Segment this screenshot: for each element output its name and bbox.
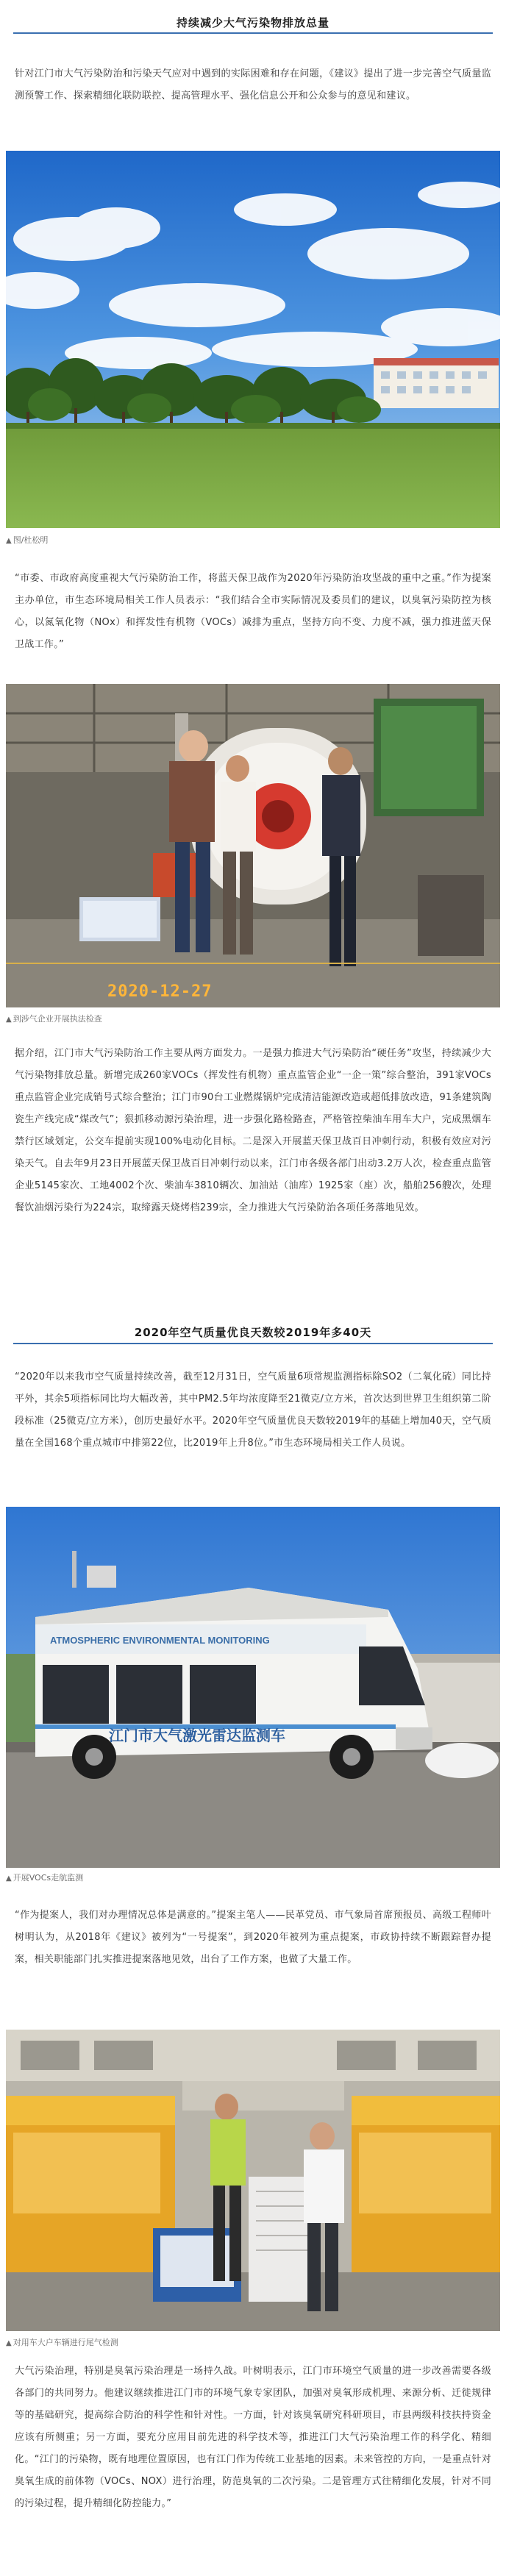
monitoring-van-photo [6,1507,500,1868]
paragraph-recommendation: 大气污染治理，特别是臭氧污染治理是一场持久战。叶树明表示，江门市环境空气质量的进一步改善需要各级各部门的共同努力。他建议继续推进江门市的环境气象专家团队，加强对臭氧形成机理、来源分析、迁徙规律等的基础研究，提高综合防治的科学性和针对性。一方面，针对该臭氧研究科研项目，市县两级科技扶持资金应该有所侧重；另一方面，要充分应用目前先进的科学技术等，推进江门大气污染治理工作的科学化、精细化。“江门的污染物，既有地理位置原因，也有江门作为传统工业基地的因素。未来管控的方向，一是重点针对臭氧生成的前体物（VOCs、NOX）进行治理，防范臭氧的二次污染。二是管理方式往精细化发展，针对不同的污染过程，提升精细化防控能力。” [15,2366,491,2509]
caption-marker-icon: ▲ [6,537,12,545]
caption-marker-icon: ▲ [6,1874,12,1883]
paragraph-intro: 针对江门市大气污染防治和污染天气应对中遇到的实际困难和存在问题，《建议》提出了进一步完善空气质量监测预警工作、探索精细化联防联控、提高管理水平、强化信息公开和公众参与的意见和建议。 [15,68,491,101]
section-divider [13,32,493,34]
photo-caption: ▲ 对用车大户车辆进行尾气检测 [6,2338,118,2347]
boiler-inspection-illustration [6,684,500,1007]
caption-marker-icon: ▲ [6,1016,12,1024]
paragraph-air-quality: “2020年以来我市空气质量持续改善，截至12月31日，空气质量6项常规监测指标除SO2（二氧化硫）同比持平外，其余5项指标同比均大幅改善，其中PM2.5年均浓度降至21微克/立方米，首次达到世界卫生组织第二阶段标准（25微克/立方米），创历史最好水平。2020年空气质量优良天数较2019年的基础上增加40天，空气质量在全国168个重点城市中排第22位，比2019年上升8位。”市生态环境局相关工作人员说。 [15,1371,491,1449]
paragraph-measures: 据介绍，江门市大气污染防治工作主要从两方面发力。一是强力推进大气污染防治“硬任务”攻坚，持续减少大气污染物排放总量。新增完成260家VOCs（挥发性有机物）重点监管企业“一企一策”综合整治，391家VOCs重点监管企业完成销号式综合整治；江门市90台工业燃煤锅炉完成清洁能源改造或超低排放改造，91条建筑陶瓷生产线完成“煤改气”；狠抓移动源污染治理，进一步强化路检路查，严格管控柴油车用车大户，完成黑烟车禁行区域划定，公交车提前实现100%电动化目标。二是深入开展蓝天保卫战百日冲刺行动，积极有效应对污染天气。自去年9月23日开展蓝天保卫战百日冲刺行动以来，江门市各级各部门出动3.2万人次，检查重点监管企业5145家次、工地4002个次、柴油车3810辆次、加油站（油库）1925家（座）次，船舶256艘次，处理餐饮油烟污染行为224宗，取缔露天烧烤档239宗，全力推进大气污染防治各项任务落地见效。 [15,1048,491,1213]
paragraph-official: “市委、市政府高度重视大气污染防治工作，将蓝天保卫战作为2020年污染防治攻坚战的重中之重。”作为提案主办单位，市生态环境局相关工作人员表示：“我们结合全市实际情况及委员们的建议，以臭氧污染防控为核心，以氮氧化物（NOx）和挥发性有机物（VOCs）减排为重点，坚持方向不变、力度不减，强力推进蓝天保卫战工作。” [15,573,491,650]
section-header-2 [0,1323,506,1341]
van-chinese-label: 江门市大气激光雷达监测车 [109,1727,285,1744]
photo-caption: ▲ 图/杜松明 [6,535,49,545]
caption-marker-icon: ▲ [6,2339,12,2347]
section-title: 2020年空气质量优良天数较2019年多40天 [134,1326,372,1339]
section-title: 持续减少大气污染物排放总量 [176,16,329,29]
van-english-label: ATMOSPHERIC ENVIRONMENTAL MONITORING [50,1635,270,1646]
lidar-van-illustration [6,1507,500,1868]
section-header-1 [0,13,506,32]
landscape-photo [6,151,500,528]
inspection-photo [6,684,500,1007]
exhaust-test-illustration [6,2030,500,2331]
photo-caption: ▲ 开展VOCs走航监测 [6,1873,84,1883]
section-divider [13,1343,493,1344]
landscape-illustration [6,151,500,528]
photo-date-stamp: 2020-12-27 [107,982,213,1001]
photo-caption: ▲ 到涉气企业开展执法检查 [6,1014,102,1024]
paragraph-proposer: “作为提案人，我们对办理情况总体是满意的。”提案主笔人——民革党员、市气象局首席预报员、高级工程师叶树明认为，从2018年《建议》被列为“一号提案”，到2020年被列为重点提案，市政协持续不断跟踪督办提案，相关职能部门扎实推进提案落地见效，出台了工作方案，也做了大量工作。 [15,1910,491,1965]
emission-test-photo [6,2030,500,2331]
